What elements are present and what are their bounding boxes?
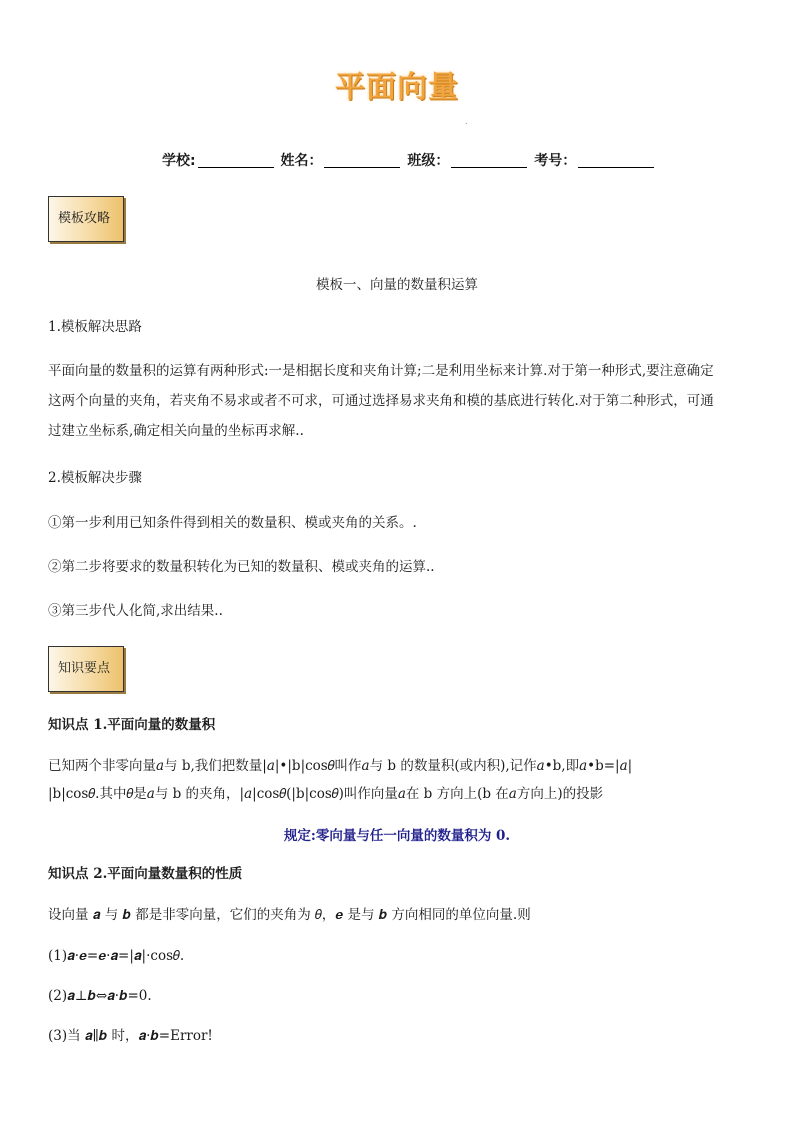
student-info-line	[162, 150, 656, 170]
step-item-1: ①第一步利用已知条件得到相关的数量积、模或夹角的关系。.	[48, 515, 417, 531]
document-title: 平面向量	[335, 70, 459, 105]
name-label: 姓名：	[280, 153, 323, 169]
knowledge-point-2-heading: 知识点 2.平面向量数量积的性质	[48, 866, 243, 882]
template-one-heading: 模板一、向量的数量积运算	[316, 277, 478, 293]
step-two-heading: 2.模板解决步骤	[48, 470, 142, 486]
property-3: (3)当 𝒂∥𝒃 时，𝒂·𝒃=Error!	[48, 1028, 213, 1044]
exam-number-label: 考号：	[534, 153, 577, 169]
zero-vector-rule: 规定:零向量与任一向量的数量积为 0.	[283, 828, 511, 844]
step-one-paragraph	[48, 356, 748, 446]
stray-mark: .	[465, 117, 468, 126]
exam-number-blank[interactable]	[578, 153, 654, 168]
knowledge-point-1-heading: 知识点 1.平面向量的数量积	[48, 717, 216, 733]
step-one-line-1: 平面向量的数量积的运算有两种形式:一是相据长度和夹角计算;二是利用坐标来计算.对于第一种形式,要注意确定	[48, 363, 714, 379]
knowledge-point-1-line-1: 已知两个非零向量𝑎与 b,我们把数量|𝑎|•|b|cos𝜃叫作𝑎与 b 的数量积(或内积),记作𝑎•b,即𝑎•b=|𝑎|	[48, 758, 633, 774]
property-1: (1)𝒂·𝒆=𝒆·𝒂=|𝒂|·cos𝜃.	[48, 948, 185, 964]
knowledge-point-1-line-2: |b|cos𝜃.其中𝜃是𝑎与 b 的夹角，|𝑎|cos𝜃(|b|cos𝜃)叫作向量𝑎在 b 方向上(b 在𝑎方向上)的投影	[48, 786, 604, 802]
school-blank[interactable]	[198, 153, 274, 168]
name-blank[interactable]	[324, 153, 400, 168]
section-box-key-points: 知识要点	[48, 646, 124, 692]
step-item-3: ③第三步代人化简,求出结果..	[48, 603, 223, 619]
step-one-line-3: 过建立坐标系,确定相关向量的坐标再求解..	[48, 423, 304, 439]
property-2: (2)𝒂⊥𝒃⇔𝒂·𝒃=0.	[48, 988, 152, 1004]
school-label: 学校:	[162, 153, 196, 169]
class-label: 班级：	[407, 153, 450, 169]
step-one-heading: 1.模板解决思路	[48, 319, 142, 335]
class-blank[interactable]	[451, 153, 527, 168]
step-item-2: ②第二步将要求的数量积转化为已知的数量积、模或夹角的运算..	[48, 559, 435, 575]
section-box-template-strategy: 模板攻略	[48, 196, 124, 242]
step-one-line-2: 这两个向量的夹角，若夹角不易求或者不可求，可通过选择易求夹角和模的基底进行转化.对于第二种形式，可通	[48, 393, 714, 409]
knowledge-point-2-intro: 设向量 𝒂 与 𝒃 都是非零向量，它们的夹角为 𝜃，𝒆 是与 𝒃 方向相同的单位向量.则	[48, 907, 531, 923]
